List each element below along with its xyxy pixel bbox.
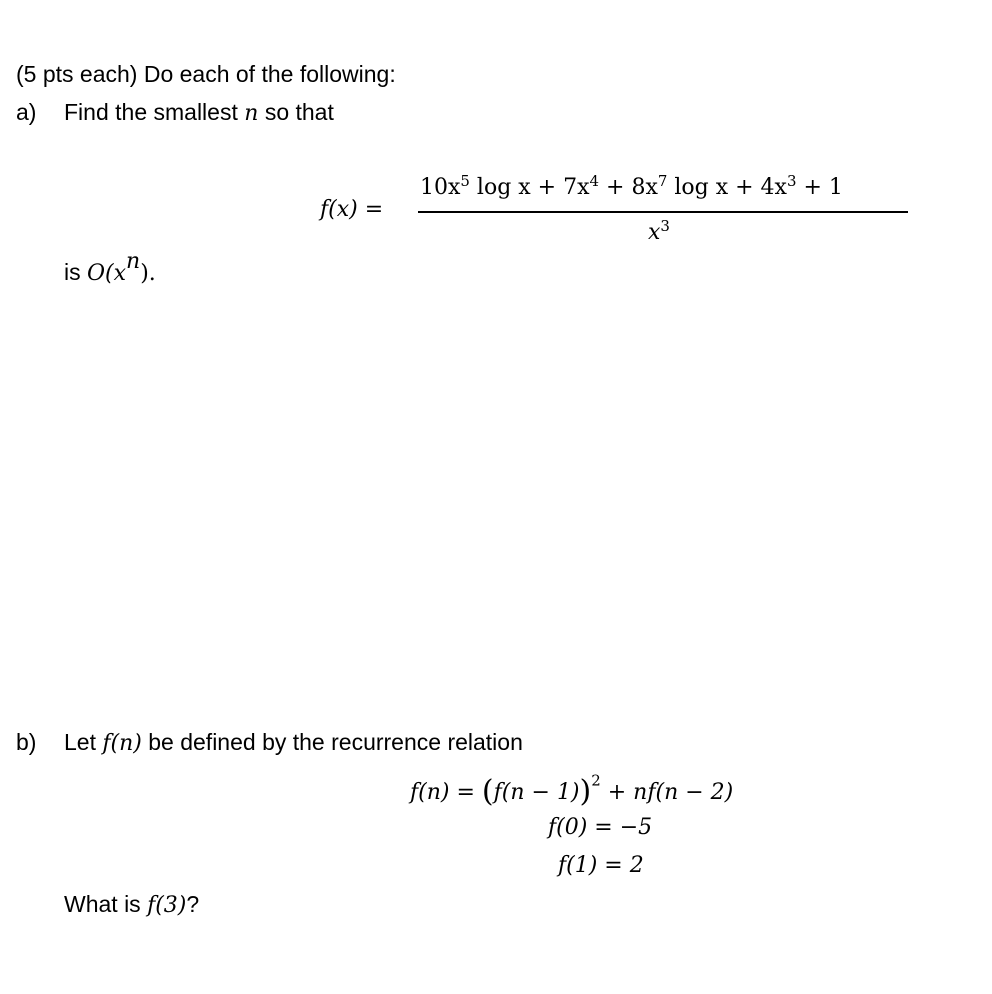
- part-b-prompt-end: be defined by the recurrence relation: [148, 729, 523, 755]
- recurrence-open-paren: (: [481, 774, 494, 809]
- numerator-rest2: + 8x: [599, 175, 658, 200]
- conclusion-end: ).: [140, 261, 156, 287]
- part-a-numerator: [420, 171, 843, 200]
- part-a-conclusion: [64, 251, 156, 286]
- part-a-prompt-end: so that: [264, 99, 334, 125]
- recurrence-close-paren: ): [579, 774, 592, 809]
- part-a-lhs: [320, 199, 383, 221]
- part-a-denominator: [648, 216, 670, 245]
- recurrence-equation: [410, 771, 734, 809]
- denominator-exp: 3: [660, 216, 670, 235]
- recurrence-lhs: f(n) =: [410, 780, 482, 805]
- part-b-prompt-start: Let: [64, 729, 96, 755]
- part-b-fn: f(n): [102, 731, 142, 756]
- recurrence-rest: + nf(n − 2): [600, 780, 734, 805]
- denominator-base: x: [648, 220, 661, 245]
- part-b-question: [64, 891, 199, 918]
- part-a-prompt-text: Find the smallest: [64, 99, 238, 125]
- part-b-prompt: [64, 729, 523, 756]
- recurrence-inner: f(n − 1): [493, 780, 580, 805]
- numerator-exp4: 3: [786, 171, 797, 190]
- question-end: ?: [186, 891, 200, 917]
- conclusion-prefix: is: [64, 259, 81, 286]
- part-a-prompt: [64, 99, 334, 126]
- numerator-term1: 10x: [420, 175, 461, 200]
- numerator-rest1: log x + 7x: [469, 175, 590, 200]
- numerator-exp3: 7: [657, 171, 668, 190]
- recurrence-exp: 2: [591, 771, 601, 790]
- conclusion-exp: n: [126, 249, 141, 274]
- initial-condition-f1: f(1) = 2: [558, 853, 644, 878]
- part-b-label: b): [16, 729, 37, 755]
- conclusion-big-o: O(x: [87, 261, 127, 287]
- part-a-lhs-text: f(x) =: [320, 197, 384, 222]
- question-math: f(3): [147, 893, 187, 918]
- instructions-heading: (5 pts each) Do each of the following:: [16, 61, 396, 87]
- numerator-rest3: log x + 4x: [667, 175, 787, 200]
- part-a-label: a): [16, 99, 37, 125]
- numerator-exp1: 5: [460, 171, 470, 190]
- question-prefix: What is: [64, 891, 141, 917]
- initial-condition-f0: f(0) = −5: [548, 815, 653, 840]
- part-a-variable-n: n: [244, 101, 259, 126]
- numerator-exp2: 4: [589, 171, 600, 190]
- numerator-rest4: + 1: [796, 175, 843, 200]
- fraction-bar: [418, 211, 908, 213]
